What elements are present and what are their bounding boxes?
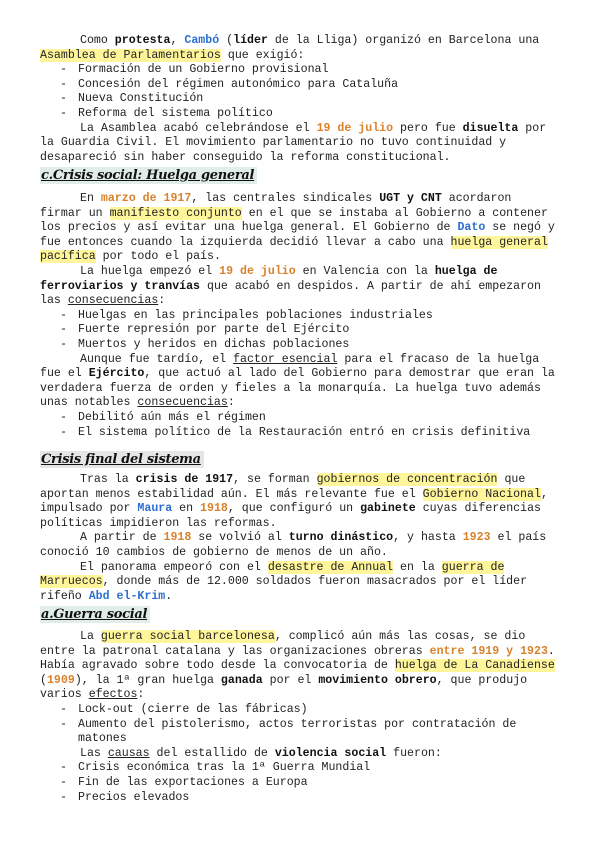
list-item: - Crisis económica tras la 1ª Guerra Mundial (40, 761, 556, 776)
list (40, 703, 556, 732)
paragraph: Como protesta, Cambó (líder de la Lliga) organizó en Barcelona una Asamblea de Parlamentarios que exigió: (40, 34, 540, 62)
list-item: - Muertos y heridos en dichas poblaciones (40, 338, 556, 353)
list-item: - Fuerte represión por parte del Ejército (40, 323, 556, 338)
paragraph: La huelga empezó el 19 de julio en Valencia con la huelga de ferroviarios y tranvías que acabó en despidos. A partir de ahí empezaron las consecuencias: (40, 264, 541, 308)
list-item-continuation: matones (78, 732, 127, 746)
list-item: - Precios elevados (40, 791, 556, 806)
huelga-section (40, 192, 556, 440)
paragraph: La Asamblea acabó celebrándose el 19 de julio pero fue disuelta por la Guardia Civil. El movimiento parlamentario no tuvo continuidad y desapareció sin haber conseguido la reforma constitucional. (40, 121, 547, 164)
heading-text: Crisis final del sistema (40, 451, 204, 468)
paragraph: La guerra social barcelonesa, complicó aún más las cosas, se dio entre la patronal catalana y las organizaciones obreras entre 1919 y 1923. Había agravado sobre todo desde la convocatoria de huelga de La Canadiense (1909), la 1ª gran huelga ganada por el movimiento obrero, que produjo varios efectos: (40, 630, 555, 702)
list (40, 411, 556, 440)
section-heading-guerra-social (40, 607, 556, 622)
list-item: - Fin de las exportaciones a Europa (40, 776, 556, 791)
list (40, 63, 556, 121)
list-item: - Debilitó aún más el régimen (40, 411, 556, 426)
list-item: - Lock-out (cierre de las fábricas) (40, 703, 556, 718)
list-item: - Reforma del sistema político (40, 107, 556, 122)
paragraph: Las causas del estallido de violencia social fueron: (80, 746, 442, 760)
paragraph: En marzo de 1917, las centrales sindicales UGT y CNT acordaron firmar un manifiesto conjunto en el que se instaba al Gobierno a contener los precios y así evitar una huelga general. El Gobierno de Dato se negó y fue entonces cuando la izquierda decidió llevar a cabo una huelga general pacífica por todo el país. (40, 192, 555, 264)
list (40, 761, 556, 805)
list-item: - Aumento del pistolerismo, actos terroristas por contratación de (40, 718, 556, 733)
section-heading-crisis-final (40, 452, 556, 467)
list-item: - Formación de un Gobierno provisional (40, 63, 556, 78)
heading-text: c.Crisis social: Huelga general (40, 167, 257, 184)
paragraph: Aunque fue tardío, el factor esencial para el fracaso de la huelga fue el Ejército, que actuó al lado del Gobierno para demostrar que eran la verdadera fuerza de orden y fieles a la monarquía. La huelga tuvo además unas notables consecuencias: (40, 352, 555, 410)
paragraph: A partir de 1918 se volvió al turno dinástico, y hasta 1923 el país conoció 10 cambios de gobierno de menos de un año. (40, 531, 547, 559)
list-item: - El sistema político de la Restauración entró en crisis definitiva (40, 426, 556, 441)
list-item: - Huelgas en las principales poblaciones industriales (40, 309, 556, 324)
paragraph: El panorama empeoró con el desastre de Annual en la guerra de Marruecos, donde más de 12.000 soldados fueron masacrados por el líder rifeño Abd el-Krim. (40, 560, 528, 603)
list-item: - Nueva Constitución (40, 92, 556, 107)
heading-text: a.Guerra social (40, 606, 150, 623)
section-heading-huelga (40, 168, 556, 183)
list-item: - Concesión del régimen autonómico para Cataluña (40, 78, 556, 93)
asamblea-section (40, 34, 556, 165)
guerra-social-section (40, 630, 556, 805)
paragraph: Tras la crisis de 1917, se forman gobiernos de concentración que aportan menos estabilidad aún. El más relevante fue el Gobierno Nacional, impulsado por Maura en 1918, que configuró un gabinete cuyas diferencias políticas impidieron las reformas. (40, 473, 548, 530)
list (40, 309, 556, 353)
crisis-final-section (40, 473, 556, 604)
